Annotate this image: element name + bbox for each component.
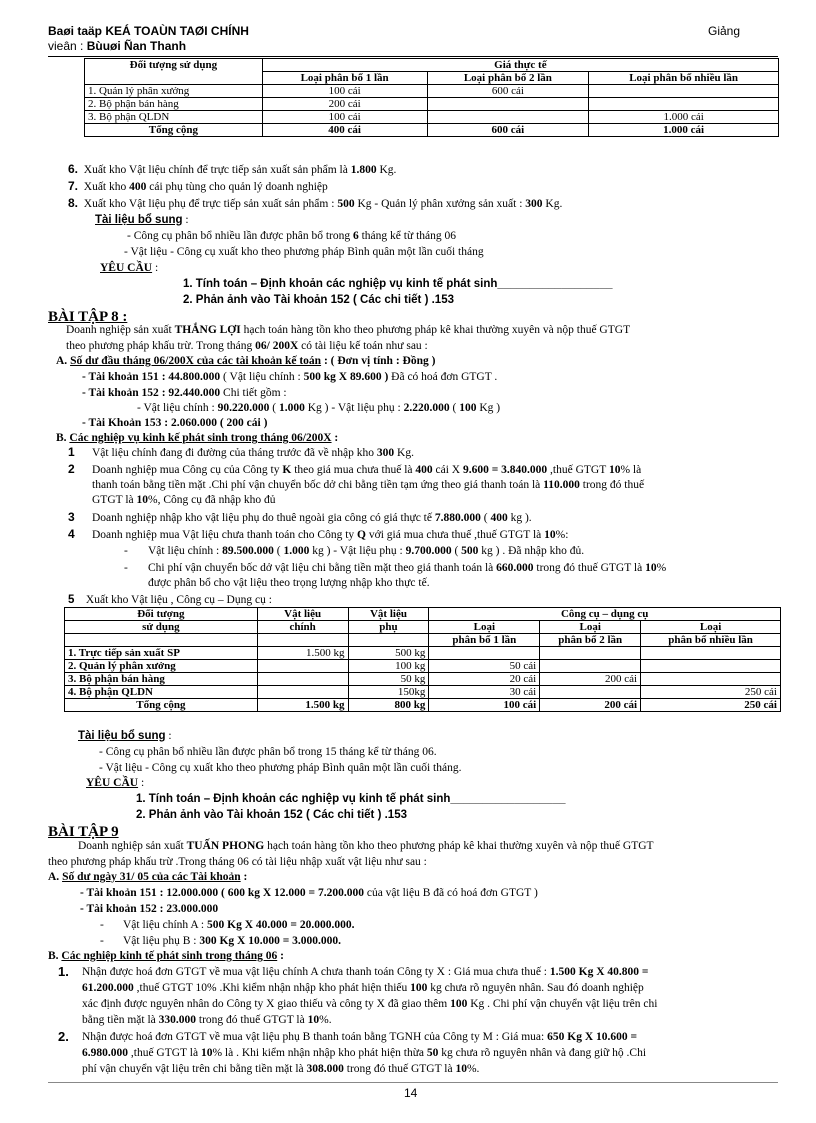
text: Xuất kho Vật liệu phụ để trực tiếp sản xuất sản phẩm : (83, 198, 338, 210)
item-7 (68, 179, 328, 195)
text: có tài liệu kế toán như sau : (298, 340, 428, 352)
table-row (65, 673, 781, 686)
t2-head-target-2: sử dụng (65, 621, 258, 634)
cell: Tổng cộng (65, 699, 258, 712)
t1-col-target: Đối tượng sử dụng (85, 59, 263, 85)
account-153 (82, 416, 267, 431)
text: Kg . Chi phí vận chuyển vật liệu trên chi (467, 998, 658, 1010)
text: Doanh nghiệp sản xuất (66, 324, 175, 336)
value: 9.600 = 3.840.000 (462, 464, 548, 476)
cell: 600 cái (427, 124, 589, 137)
e9-step-1-line-3 (82, 997, 657, 1012)
table-row (85, 85, 779, 98)
text: %, Công cụ đã nhập kho đủ (148, 494, 276, 506)
cell: 100 cái (429, 699, 540, 712)
text: bằng tiền mặt là (82, 1014, 159, 1026)
cell (427, 111, 589, 124)
cell (589, 85, 779, 98)
cell (427, 98, 589, 111)
value: 300 (376, 447, 395, 459)
t1-col-group: Giá thực tế (262, 59, 778, 72)
t2-head-main-2: chính (257, 621, 348, 634)
text: trong đó thuế GTGT là (533, 562, 646, 574)
table-row (85, 98, 779, 111)
company: THẮNG LỢI (174, 324, 241, 336)
step-5 (68, 593, 272, 608)
cell: 3. Bộ phận bán hàng (65, 673, 258, 686)
value: 660.000 (496, 562, 534, 574)
text: Nhận được hoá đơn GTGT về mua vật liệu chính A chưa thanh toán Công ty X : Giá mua chưa thuế : (82, 966, 550, 978)
value: - Tài khoản 151 : 12.000.000 ( 600 kg X 12.000 = 7.200.000 (80, 887, 364, 899)
text: hạch toán hàng tồn kho theo phương pháp kê khai thường xuyên và nộp thuế GTGT (264, 840, 654, 852)
step-number-3: 3 (68, 510, 75, 524)
text: A. (56, 355, 71, 367)
cell: 1.000 cái (589, 111, 779, 124)
text: Số dư ngày 31/ 05 của các Tài khoản (62, 871, 241, 883)
value: 6 (352, 230, 359, 242)
cell: 20 cái (429, 673, 540, 686)
t2-sub-2b: phân bổ 2 lần (540, 634, 641, 647)
text: % (656, 562, 667, 574)
text: Tài liệu bổ sung (78, 730, 166, 742)
value: 400 (415, 464, 433, 476)
text: Kg. (542, 198, 563, 210)
header-title: Baøi taäp KEÁ TOAÙN TAØI CHÍNH (48, 24, 249, 38)
cell (257, 686, 348, 699)
text: Kg ) - Vật liệu phụ : (304, 402, 404, 414)
text: %. (466, 1063, 480, 1075)
text: Kg - Quản lý phân xưởng sản xuất : (354, 198, 526, 210)
cell: 100 kg (348, 660, 429, 673)
text: Vật liệu chính A : (123, 919, 208, 931)
cell: 1.500 kg (257, 699, 348, 712)
text: phí vận chuyển vật liệu trên chi bằng tiền mặt là (82, 1063, 307, 1075)
step-4 (92, 528, 568, 543)
requirement-1-item-1: 1. Tính toán – Định khoản các nghiệp vụ kinh tế phát sinh__________________ (183, 278, 613, 290)
value: 500 (337, 198, 355, 210)
value: 10 (136, 494, 149, 506)
value: 400 (490, 512, 508, 524)
text: Đã có hoá đơn GTGT . (388, 371, 498, 383)
e9-step-2-line-2 (82, 1046, 646, 1061)
text: trong đó thuế GTGT là (196, 1014, 308, 1026)
item-number: 8. (68, 196, 79, 210)
e9-step-1-line-4 (82, 1013, 332, 1028)
cell (257, 660, 348, 673)
header-author-name: Bùuøi Ñan Thanh (86, 39, 187, 53)
text: trong đó thuế (579, 479, 645, 491)
step-4-sub-2-cont: được phân bổ cho vật liệu theo trọng lượng nhập kho thực tế. (148, 577, 430, 589)
supplement-1-line-1 (127, 229, 456, 244)
value: 110.000 (543, 479, 580, 491)
value: 1.000 (283, 545, 310, 557)
t2-sub-2: Loại (540, 621, 641, 634)
bullet-dash: - (124, 545, 128, 557)
exercise-9-intro-2: theo phương pháp khấu trừ .Trong tháng 06 có tài liệu nhập xuất vật liệu như sau : (48, 856, 427, 868)
text: ,thuế GTGT 10% .Khi kiểm nhận nhập kho phát hiện thiếu (133, 982, 411, 994)
cell: 500 kg (348, 647, 429, 660)
step-4-sub-1 (148, 544, 584, 559)
cell: 1.000 cái (589, 124, 779, 137)
t1-sub-2: Loại phân bổ 2 lần (427, 72, 589, 85)
t2-sub-1: Loại (429, 621, 540, 634)
company: TUẤN PHONG (186, 840, 265, 852)
value: 100 (450, 998, 468, 1010)
requirement-1-item-2: 2. Phản ảnh vào Tài khoản 152 ( Các chi tiết ) .153 (183, 294, 454, 306)
t2-head-main: Vật liệu (257, 608, 348, 621)
text: - Công cụ phân bổ nhiều lần được phân bổ trong (127, 230, 353, 242)
text: - Tài khoản 151 (82, 371, 159, 383)
value: 10 (200, 1047, 213, 1059)
text: kg chưa rõ nguyên nhân và đang giữ hộ .Chi (438, 1047, 647, 1059)
text: Vật liệu chính đang đi đường của tháng trước đã về nhập kho (92, 447, 377, 459)
e9-step-1-line-1 (82, 965, 648, 980)
text: A. (48, 871, 63, 883)
value: 89.500.000 (222, 545, 274, 557)
cell (540, 660, 641, 673)
e9-step-2-line-1 (82, 1030, 637, 1045)
value: 300 Kg X 10.000 = 3.000.000. (199, 935, 342, 947)
supplement-2-heading (78, 729, 172, 744)
cell: 400 cái (262, 124, 427, 137)
exercise-8-intro-1 (66, 323, 630, 338)
text: ( (269, 402, 279, 414)
t1-sub-1: Loại phân bổ 1 lần (262, 72, 427, 85)
value: 400 (129, 181, 147, 193)
text: Nhận được hoá đơn GTGT về mua vật liệu phụ B thanh toán bằng TGNH của Công ty M : Giá mua: (82, 1031, 548, 1043)
value: 100 (459, 402, 477, 414)
t2-head-tools: Công cụ – dụng cụ (429, 608, 781, 621)
value: 10 (645, 562, 657, 574)
t2-head-target: Đối tượng (65, 608, 258, 621)
supplement-2-line-1: - Công cụ phân bổ nhiều lần được phân bổ trong 15 tháng kể từ tháng 06. (99, 746, 437, 758)
cell (540, 647, 641, 660)
item-number: 6. (68, 162, 79, 176)
cell: 200 cái (540, 673, 641, 686)
account-152 (82, 386, 287, 401)
text: %. (319, 1014, 332, 1026)
cell (429, 647, 540, 660)
table-row (65, 686, 781, 699)
value: 650 Kg X 10.600 = (547, 1031, 638, 1043)
supplement-2-line-2: - Vật liệu - Công cụ xuất kho theo phương pháp Bình quân một lần cuối tháng. (99, 762, 462, 774)
value: 10 (544, 529, 556, 541)
header-author-first: Giảng (708, 24, 741, 38)
cell (641, 647, 781, 660)
e9-material-b (123, 934, 341, 949)
value: : 44.800.000 (158, 371, 221, 383)
dash: - (100, 935, 104, 947)
value: 500 kg X 89.600 ) (303, 371, 389, 383)
text: : (138, 777, 145, 789)
text: kg ). (507, 512, 532, 524)
text: Vật liệu chính : (148, 545, 223, 557)
text: Số dư đầu tháng 06/200X của các tài khoản kế toán (70, 355, 322, 367)
text: : ( Đơn vị tính : Đồng ) (321, 355, 436, 367)
text: hạch toán hàng tồn kho theo phương pháp kê khai thường xuyên và nộp thuế GTGT (240, 324, 631, 336)
table-total-row (85, 124, 779, 137)
value: Q (357, 529, 366, 541)
text: B. (48, 950, 62, 962)
text: Kg. (376, 164, 397, 176)
value: 1.000 (278, 402, 305, 414)
text: Các nghiệp kinh tế phát sinh trong tháng 06 (61, 950, 278, 962)
exercise-8-title: BÀI TẬP 8 : (48, 309, 128, 325)
t2-sub-1b: phân bổ 1 lần (429, 634, 540, 647)
text: Các nghiệp vụ kinh kế phát sinh trong tháng 06/200X (69, 432, 332, 444)
cell: 100 cái (262, 111, 427, 124)
text: - Tài Khoản 153 (82, 417, 162, 429)
value: 1.800 (350, 164, 377, 176)
value: 2.220.000 (403, 402, 450, 414)
table-total-row (65, 699, 781, 712)
t2-head-sub-2: phụ (348, 621, 429, 634)
text: : (240, 871, 248, 883)
text: xác định được nguyên nhân do Công ty X giao thiếu và công ty X đã giao thêm (82, 998, 451, 1010)
value: 90.220.000 (217, 402, 270, 414)
requirement-2-heading (86, 776, 144, 791)
step-number-5: 5 (68, 594, 75, 606)
text: Doanh nghiệp mua Vật liệu chưa thanh toán cho Công ty (92, 529, 358, 541)
text: YÊU CẦU (86, 777, 139, 789)
cell: 150kg (348, 686, 429, 699)
e9-account-152: - Tài khoản 152 : 23.000.000 (80, 903, 219, 915)
text: Xuất kho (83, 181, 130, 193)
text: của vật liệu B đã có hoá đơn GTGT ) (363, 887, 538, 899)
text: : (165, 730, 172, 742)
t2-sub-3b: phân bổ nhiều lần (641, 634, 781, 647)
cell: 2. Bộ phận bán hàng (85, 98, 263, 111)
header-author-line (48, 39, 186, 53)
cell (641, 673, 781, 686)
value: 6.980.000 (82, 1047, 128, 1059)
allocation-table-1 (84, 58, 779, 137)
value: 06/ 200X (255, 340, 299, 352)
value: 61.200.000 (82, 982, 134, 994)
table-row (85, 111, 779, 124)
text: cái phụ tùng cho quản lý doanh nghiệp (146, 181, 328, 193)
value: : 92.440.000 (158, 387, 221, 399)
text: trong đó thuế GTGT là (343, 1063, 456, 1075)
header-rule (48, 56, 778, 57)
text: ( (451, 545, 462, 557)
footer-rule (48, 1082, 778, 1083)
text: kg ) . Đã nhập kho đủ. (478, 545, 585, 557)
e9-step-2-line-3 (82, 1062, 479, 1077)
text: - Vật liệu chính : (137, 402, 218, 414)
text: Kg. (394, 447, 414, 459)
value: 7.880.000 (434, 512, 481, 524)
cell (540, 686, 641, 699)
exercise-8-section-a (56, 354, 435, 369)
value: 50 (426, 1047, 439, 1059)
item-6 (68, 162, 396, 178)
cell: 250 cái (641, 699, 781, 712)
text: GTGT là (92, 494, 137, 506)
text: thanh toán bằng tiền mặt .Chi phí vận chuyển bốc dở chi bằng tiền tạm ứng theo giá thanh toán là (92, 479, 544, 491)
cell (257, 673, 348, 686)
cell: 250 cái (641, 686, 781, 699)
requirement-2-item-2: 2. Phản ảnh vào Tài khoản 152 ( Các chi tiết ) .153 (136, 809, 407, 821)
value: 308.000 (306, 1063, 344, 1075)
text: ( Vật liệu chính : (220, 371, 304, 383)
text: ( (449, 402, 460, 414)
step-number-4: 4 (68, 527, 75, 541)
text: kg ) - Vật liệu phụ : (309, 545, 406, 557)
text: : (277, 950, 284, 962)
text: Chi tiết gồm : (220, 387, 287, 399)
text: : (331, 432, 339, 444)
step-4-sub-2 (148, 561, 666, 576)
exercise-8-section-b (56, 431, 338, 446)
e9-account-151 (80, 886, 538, 901)
text: % là . Khi kiểm nhận nhập kho phát hiện thừa (212, 1047, 427, 1059)
exercise-9-intro-1 (78, 839, 654, 854)
cell: 3. Bộ phận QLDN (85, 111, 263, 124)
text: Xuất kho Vật liệu , Công cụ – Dụng cụ : (85, 594, 272, 606)
value: K (282, 464, 292, 476)
text: Tài liệu bổ sung (95, 214, 183, 226)
text: Chi phí vận chuyển bốc dở vật liệu chi bằng tiền mặt theo giá thanh toán là (148, 562, 497, 574)
exercise-9-title: BÀI TẬP 9 (48, 824, 119, 840)
cell: 4. Bộ phận QLDN (65, 686, 258, 699)
cell: 1.500 kg (257, 647, 348, 660)
text: cái X (432, 464, 463, 476)
text: với giá mua chưa thuế ,thuế GTGT là (366, 529, 545, 541)
text: Vật liệu phụ B : (123, 935, 200, 947)
text: %: (555, 529, 569, 541)
step-number-1: 1 (68, 445, 75, 459)
cell: 600 cái (427, 85, 589, 98)
step-3 (92, 511, 532, 526)
text: Doanh nghiệp mua Công cụ của Công ty (92, 464, 283, 476)
text: ( (273, 545, 284, 557)
cell (641, 660, 781, 673)
value: : 2.060.000 ( 200 cái ) (161, 417, 268, 429)
e9-material-a (123, 918, 354, 933)
value: 10 (307, 1014, 320, 1026)
cell: Tổng cộng (85, 124, 263, 137)
e9-step-number-2: 2. (58, 1029, 69, 1044)
value: 300 (525, 198, 543, 210)
page-number: 14 (404, 1086, 418, 1100)
exercise-9-section-b (48, 949, 284, 964)
step-1 (92, 446, 414, 461)
text: Xuất kho Vật liệu chính để trực tiếp sản xuất sản phẩm là (83, 164, 351, 176)
value: 9.700.000 (405, 545, 452, 557)
header-author-label: vieân : (48, 39, 87, 53)
cell: 50 cái (429, 660, 540, 673)
account-151 (82, 370, 497, 385)
text: YÊU CẦU (100, 262, 153, 274)
e9-step-number-1: 1. (58, 964, 69, 979)
value: 500 (461, 545, 479, 557)
cell: 800 kg (348, 699, 429, 712)
account-152-detail (137, 401, 500, 416)
value: 10 (608, 464, 621, 476)
cell (589, 98, 779, 111)
text: B. (56, 432, 70, 444)
t2-sub-3: Loại (641, 621, 781, 634)
text: kg chưa rõ nguyên nhân. Sau đó doanh nghiệp (427, 982, 644, 994)
step-number-2: 2 (68, 462, 75, 476)
text: Doanh nghiệp sản xuất (78, 840, 187, 852)
value: 500 Kg X 40.000 = 20.000.000. (207, 919, 355, 931)
requirement-1-heading (100, 261, 158, 276)
supplement-1-heading (95, 213, 189, 228)
exercise-8-intro-2 (66, 339, 428, 354)
step-2-line-3 (92, 493, 275, 508)
text: : (152, 262, 159, 274)
e9-step-1-line-2 (82, 981, 644, 996)
item-8 (68, 196, 562, 212)
text: ( (480, 512, 491, 524)
value: 100 (410, 982, 428, 994)
exercise-9-section-a (48, 870, 247, 885)
supplement-1-line-2: - Vật liệu - Công cụ xuất kho theo phương pháp Bình quân một lần cuối tháng (124, 246, 484, 258)
cell: 1. Trực tiếp sản xuất SP (65, 647, 258, 660)
text: theo phương pháp khấu trừ. Trong tháng (66, 340, 256, 352)
table-row (65, 647, 781, 660)
cell: 200 cái (262, 98, 427, 111)
table-row (65, 660, 781, 673)
text: % là (620, 464, 642, 476)
text: - Tài khoản 152 (82, 387, 159, 399)
allocation-table-2 (64, 607, 781, 712)
text: theo giá mua chưa thuế là (291, 464, 416, 476)
value: 1.500 Kg X 40.800 = (549, 966, 649, 978)
step-2-line-1 (92, 463, 641, 478)
bullet-dash: - (124, 562, 128, 574)
value: 10 (455, 1063, 467, 1075)
cell: 30 cái (429, 686, 540, 699)
cell: 50 kg (348, 673, 429, 686)
cell: 200 cái (540, 699, 641, 712)
text: Kg ) (476, 402, 501, 414)
item-number: 7. (68, 179, 79, 193)
t1-sub-3: Loại phân bổ nhiều lần (589, 72, 779, 85)
cell: 2. Quản lý phân xưởng (65, 660, 258, 673)
text: Doanh nghiệp nhập kho vật liệu phụ do thuê ngoài gia công có giá thực tế (92, 512, 435, 524)
cell: 100 cái (262, 85, 427, 98)
text: ,thuế GTGT là (128, 1047, 201, 1059)
text: tháng kể từ tháng 06 (358, 230, 456, 242)
t2-head-sub: Vật liệu (348, 608, 429, 621)
value: 330.000 (158, 1014, 197, 1026)
cell: 1. Quản lý phân xưởng (85, 85, 263, 98)
text: ,thuế GTGT (547, 464, 609, 476)
text: : (182, 214, 189, 226)
step-2-line-2 (92, 478, 644, 493)
requirement-2-item-1: 1. Tính toán – Định khoản các nghiệp vụ kinh tế phát sinh__________________ (136, 793, 566, 805)
dash: - (100, 919, 104, 931)
